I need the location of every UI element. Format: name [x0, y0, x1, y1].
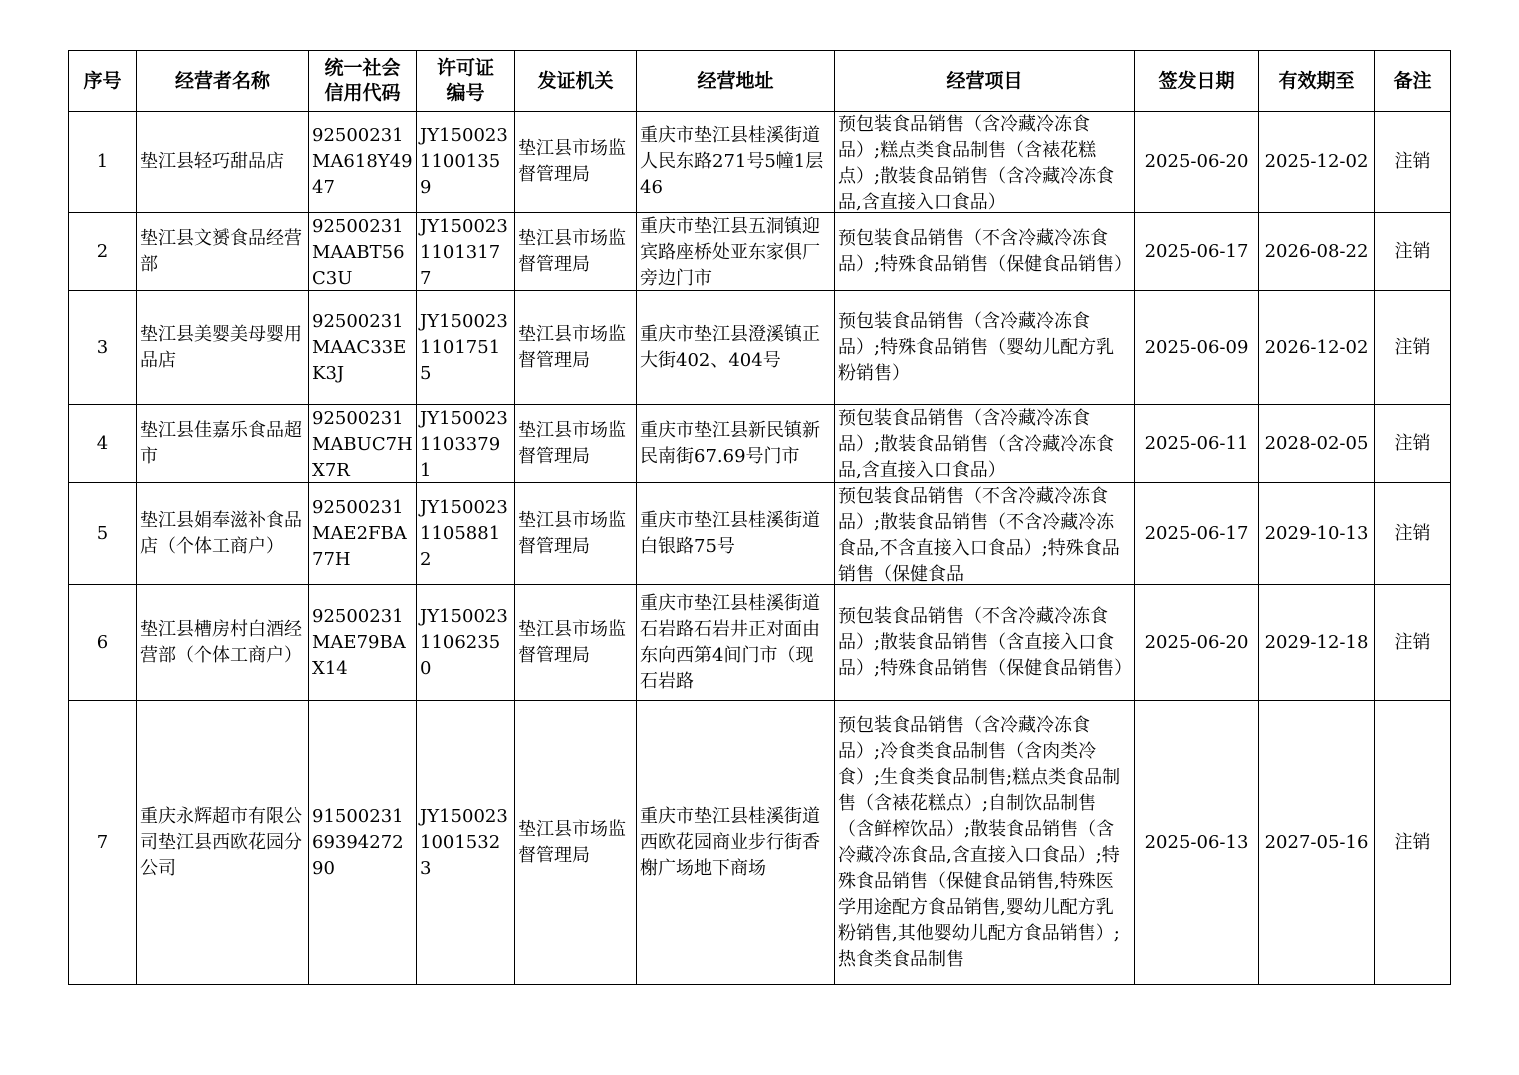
cell-license-no: JY15002311017515 — [417, 291, 515, 405]
cell-credit-code: 915002316939427290 — [309, 701, 417, 985]
cell-remark: 注销 — [1375, 585, 1451, 701]
header-name: 经营者名称 — [137, 51, 309, 112]
cell-authority: 垫江县市场监督管理局 — [515, 701, 637, 985]
table-body — [69, 112, 1451, 985]
cell-seq: 2 — [69, 213, 137, 291]
cell-issue-date: 2025-06-20 — [1135, 585, 1259, 701]
cell-valid-until: 2029-10-13 — [1259, 483, 1375, 585]
cell-issue-date: 2025-06-17 — [1135, 483, 1259, 585]
header-remark: 备注 — [1375, 51, 1451, 112]
cell-authority: 垫江县市场监督管理局 — [515, 213, 637, 291]
cell-seq: 7 — [69, 701, 137, 985]
cell-license-no: JY15002311058812 — [417, 483, 515, 585]
cell-license-no: JY15002311001359 — [417, 112, 515, 213]
header-authority: 发证机关 — [515, 51, 637, 112]
cell-credit-code: 92500231MAE2FBA77H — [309, 483, 417, 585]
cell-items: 预包装食品销售（含冷藏冷冻食品）;糕点类食品制售（含裱花糕点）;散装食品销售（含冷藏冷冻食品,含直接入口食品） — [835, 112, 1135, 213]
table-row — [69, 291, 1451, 405]
cell-name: 垫江县文赟食品经营部 — [137, 213, 309, 291]
cell-name: 垫江县轻巧甜品店 — [137, 112, 309, 213]
header-credit-code: 统一社会 信用代码 — [309, 51, 417, 112]
header-items: 经营项目 — [835, 51, 1135, 112]
cell-name: 垫江县槽房村白酒经营部（个体工商户） — [137, 585, 309, 701]
table-row — [69, 405, 1451, 483]
header-issue-date: 签发日期 — [1135, 51, 1259, 112]
cell-remark: 注销 — [1375, 483, 1451, 585]
table-row — [69, 112, 1451, 213]
cell-remark: 注销 — [1375, 405, 1451, 483]
cell-issue-date: 2025-06-13 — [1135, 701, 1259, 985]
cell-issue-date: 2025-06-09 — [1135, 291, 1259, 405]
cell-issue-date: 2025-06-20 — [1135, 112, 1259, 213]
cell-seq: 5 — [69, 483, 137, 585]
cell-address: 重庆市垫江县澄溪镇正大街402、404号 — [637, 291, 835, 405]
table-row — [69, 585, 1451, 701]
cell-valid-until: 2027-05-16 — [1259, 701, 1375, 985]
cell-license-no: JY15002311062350 — [417, 585, 515, 701]
cell-name: 垫江县佳嘉乐食品超市 — [137, 405, 309, 483]
cell-remark: 注销 — [1375, 112, 1451, 213]
cell-credit-code: 92500231MA618Y4947 — [309, 112, 417, 213]
cell-credit-code: 92500231MAAC33EK3J — [309, 291, 417, 405]
cell-items: 预包装食品销售（含冷藏冷冻食品）;特殊食品销售（婴幼儿配方乳粉销售） — [835, 291, 1135, 405]
cell-seq: 4 — [69, 405, 137, 483]
cell-name: 垫江县美婴美母婴用品店 — [137, 291, 309, 405]
cell-valid-until: 2028-02-05 — [1259, 405, 1375, 483]
cell-address: 重庆市垫江县桂溪街道人民东路271号5幢1层46 — [637, 112, 835, 213]
cell-name: 垫江县娟奉滋补食品店（个体工商户） — [137, 483, 309, 585]
cell-valid-until: 2025-12-02 — [1259, 112, 1375, 213]
cell-remark: 注销 — [1375, 291, 1451, 405]
cell-authority: 垫江县市场监督管理局 — [515, 483, 637, 585]
cell-name: 重庆永辉超市有限公司垫江县西欧花园分公司 — [137, 701, 309, 985]
cell-address: 重庆市垫江县桂溪街道石岩路石岩井正对面由东向西第4间门市（现石岩路 — [637, 585, 835, 701]
cell-items: 预包装食品销售（含冷藏冷冻食品）;冷食类食品制售（含肉类冷食）;生食类食品制售;糕点类食品制售（含裱花糕点）;自制饮品制售（含鲜榨饮品）;散装食品销售（含冷藏冷冻食品,含直接入口食品）;特殊食品销售（保健食品销售,特殊医学用途配方食品销售,婴幼儿配方乳粉销售,其他婴幼儿配方食品销售）;热食类食品制售 — [835, 701, 1135, 985]
cell-items: 预包装食品销售（含冷藏冷冻食品）;散装食品销售（含冷藏冷冻食品,含直接入口食品） — [835, 405, 1135, 483]
cell-seq: 1 — [69, 112, 137, 213]
cell-items: 预包装食品销售（不含冷藏冷冻食品）;散装食品销售（不含冷藏冷冻食品,不含直接入口食品）;特殊食品销售（保健食品 — [835, 483, 1135, 585]
table-row — [69, 483, 1451, 585]
cell-remark: 注销 — [1375, 701, 1451, 985]
cell-items: 预包装食品销售（不含冷藏冷冻食品）;特殊食品销售（保健食品销售） — [835, 213, 1135, 291]
cell-address: 重庆市垫江县五洞镇迎宾路座桥处亚东家俱厂旁边门市 — [637, 213, 835, 291]
cell-issue-date: 2025-06-17 — [1135, 213, 1259, 291]
table-row — [69, 701, 1451, 985]
cell-license-no: JY15002310015323 — [417, 701, 515, 985]
table-row — [69, 213, 1451, 291]
cell-valid-until: 2026-12-02 — [1259, 291, 1375, 405]
cell-credit-code: 92500231MABUC7HX7R — [309, 405, 417, 483]
cell-address: 重庆市垫江县桂溪街道白银路75号 — [637, 483, 835, 585]
cell-seq: 3 — [69, 291, 137, 405]
cell-remark: 注销 — [1375, 213, 1451, 291]
cell-valid-until: 2029-12-18 — [1259, 585, 1375, 701]
cell-authority: 垫江县市场监督管理局 — [515, 112, 637, 213]
header-valid-until: 有效期至 — [1259, 51, 1375, 112]
cell-credit-code: 92500231MAE79BAX14 — [309, 585, 417, 701]
header-seq: 序号 — [69, 51, 137, 112]
header-license-no: 许可证 编号 — [417, 51, 515, 112]
cell-authority: 垫江县市场监督管理局 — [515, 585, 637, 701]
header-row — [69, 51, 1451, 112]
cell-authority: 垫江县市场监督管理局 — [515, 291, 637, 405]
cell-credit-code: 92500231MAABT56C3U — [309, 213, 417, 291]
cell-address: 重庆市垫江县桂溪街道西欧花园商业步行街香榭广场地下商场 — [637, 701, 835, 985]
cell-valid-until: 2026-08-22 — [1259, 213, 1375, 291]
license-cancellation-table — [68, 50, 1451, 985]
cell-license-no: JY15002311013177 — [417, 213, 515, 291]
cell-seq: 6 — [69, 585, 137, 701]
cell-address: 重庆市垫江县新民镇新民南街67.69号门市 — [637, 405, 835, 483]
cell-authority: 垫江县市场监督管理局 — [515, 405, 637, 483]
cell-issue-date: 2025-06-11 — [1135, 405, 1259, 483]
cell-license-no: JY15002311033791 — [417, 405, 515, 483]
cell-items: 预包装食品销售（不含冷藏冷冻食品）;散装食品销售（含直接入口食品）;特殊食品销售（保健食品销售） — [835, 585, 1135, 701]
header-address: 经营地址 — [637, 51, 835, 112]
